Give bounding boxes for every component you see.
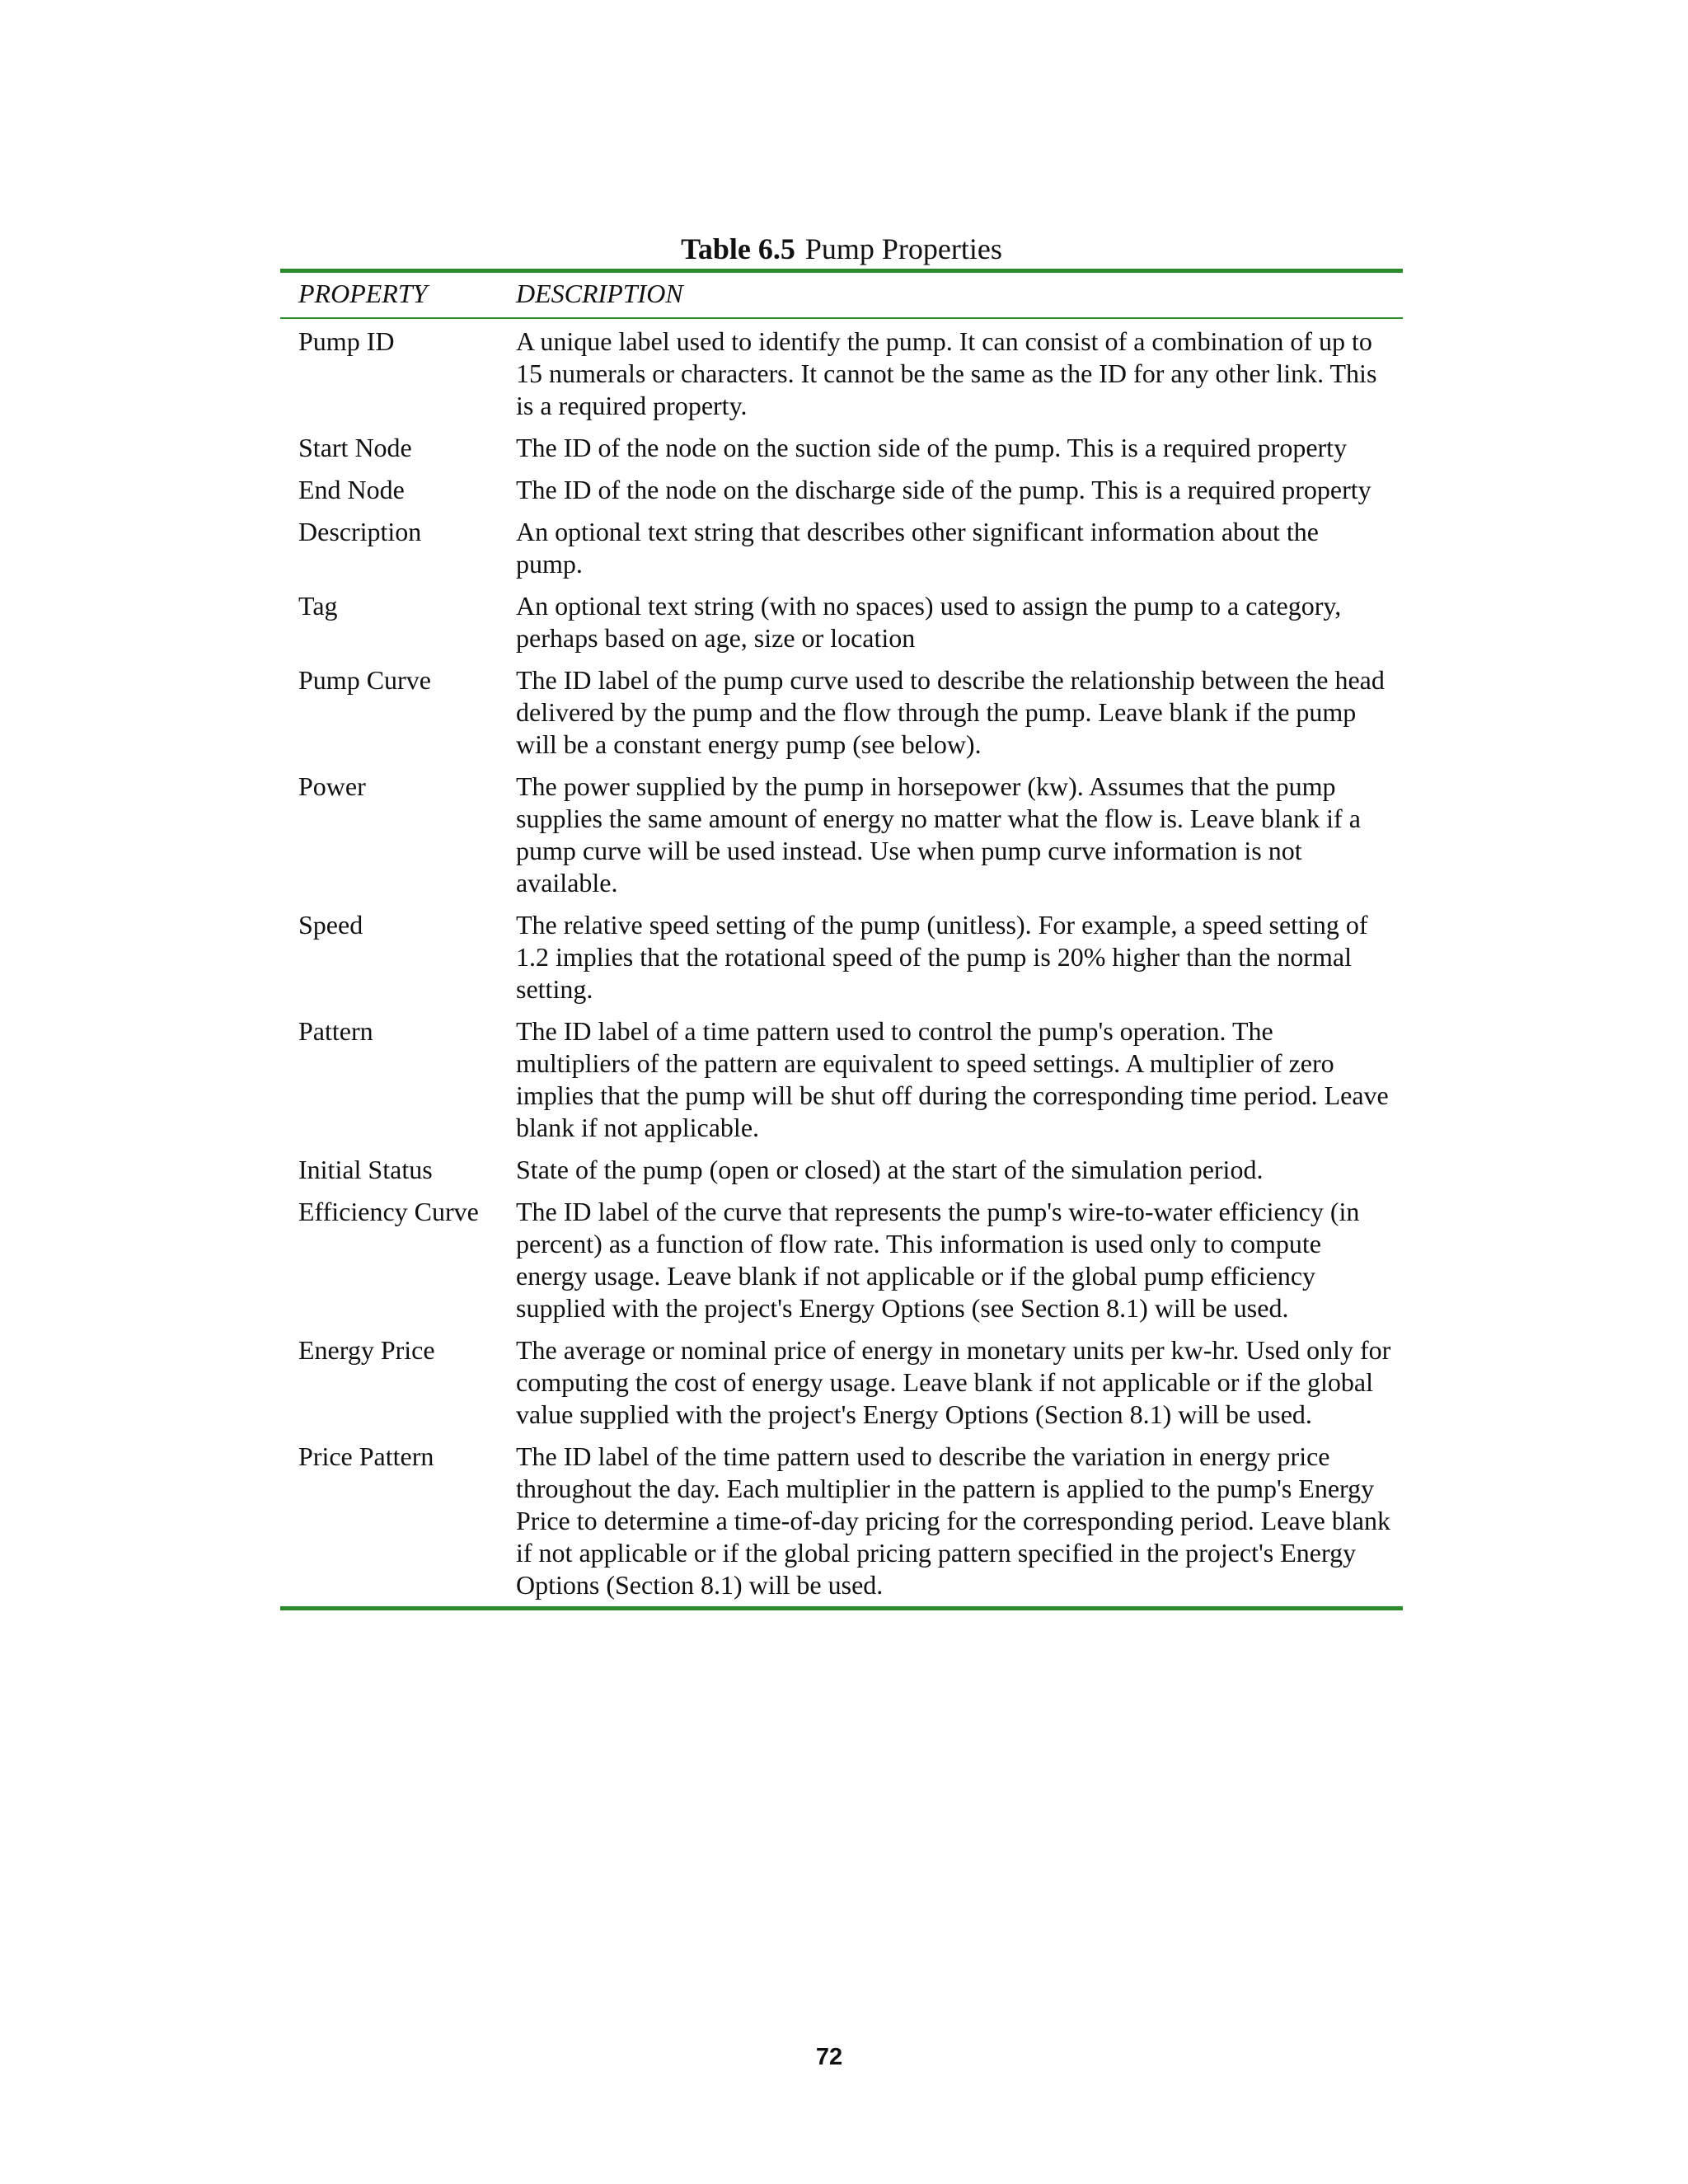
property-cell: End Node — [298, 475, 405, 504]
table-row — [280, 464, 1403, 506]
description-cell: The ID of the node on the suction side of the pump. This is a required property — [516, 433, 1348, 462]
property-cell: Pump ID — [298, 326, 395, 356]
property-cell: Pattern — [298, 1016, 373, 1046]
table-row — [280, 1186, 1403, 1324]
table-row — [280, 899, 1403, 1005]
table-row — [280, 761, 1403, 899]
description-cell: The ID label of the time pattern used to describe the variation in energy price throughout the day. Each multiplier in the pattern is applied to the pump's Energy Price to determine a time-of-day pricing for the corresponding period. Leave blank if not applicable or if the global pricing pattern specified in the project's Energy Options (Section 8.1) will be used. — [516, 1441, 1390, 1600]
table-number: Table 6.5 — [681, 232, 795, 265]
description-cell: The ID label of a time pattern used to control the pump's operation. The multipliers of the pattern are equivalent to speed settings. A multiplier of zero implies that the pump will be shut off during the corresponding time period. Leave blank if not applicable. — [516, 1016, 1389, 1142]
pump-properties-table — [280, 269, 1403, 1610]
property-cell: Energy Price — [298, 1335, 435, 1365]
property-cell: Price Pattern — [298, 1441, 434, 1471]
property-cell: Power — [298, 771, 366, 801]
description-cell: An optional text string that describes other significant information about the pump. — [516, 517, 1319, 579]
table-row — [280, 1324, 1403, 1431]
description-cell: The relative speed setting of the pump (unitless). For example, a speed setting of 1.2 implies that the rotational speed of the pump is 20% higher than the normal setting. — [516, 910, 1368, 1004]
description-cell: The ID label of the curve that represents the pump's wire-to-water efficiency (in percent) as a function of flow rate. This information is used only to compute energy usage. Leave blank if not applicable or if the global pump efficiency supplied with the project's Energy Options (see Section 8.1) will be used. — [516, 1197, 1360, 1323]
table-row — [280, 1005, 1403, 1144]
property-cell: Initial Status — [298, 1155, 433, 1184]
description-cell: The power supplied by the pump in horsepower (kw). Assumes that the pump supplies the same amount of energy no matter what the flow is. Leave blank if a pump curve will be used instead. Use when pump curve information is not available. — [516, 771, 1361, 898]
description-cell: The ID label of the pump curve used to describe the relationship between the head delivered by the pump and the flow through the pump. Leave blank if the pump will be a constant energy pump (see below). — [516, 665, 1385, 759]
description-cell: State of the pump (open or closed) at the start of the simulation period. — [516, 1155, 1264, 1184]
table-caption — [280, 231, 1403, 267]
table-row — [280, 580, 1403, 654]
table-row — [280, 1431, 1403, 1609]
table-row — [280, 654, 1403, 761]
table-header-row — [280, 271, 1403, 319]
property-cell: Pump Curve — [298, 665, 431, 695]
description-cell: The ID of the node on the discharge side of the pump. This is a required property — [516, 475, 1372, 504]
property-cell: Efficiency Curve — [298, 1197, 479, 1226]
table-row — [280, 1144, 1403, 1186]
description-cell: The average or nominal price of energy in monetary units per kw-hr. Used only for computing the cost of energy usage. Leave blank if not applicable or if the global value supplied with the project's Energy Options (Section 8.1) will be used. — [516, 1335, 1391, 1429]
description-cell: A unique label used to identify the pump. It can consist of a combination of up to 15 numerals or characters. It cannot be the same as the ID for any other link. This is a required property. — [516, 326, 1377, 420]
property-column-header: PROPERTY — [280, 271, 516, 319]
property-cell: Description — [298, 517, 422, 546]
table-title: Pump Properties — [804, 232, 1002, 265]
property-cell: Speed — [298, 910, 363, 940]
property-cell: Tag — [298, 591, 338, 621]
table-row — [280, 422, 1403, 464]
property-cell: Start Node — [298, 433, 412, 462]
description-cell: An optional text string (with no spaces) used to assign the pump to a category, perhaps based on age, size or location — [516, 591, 1342, 653]
table-row — [280, 506, 1403, 580]
description-column-header: DESCRIPTION — [516, 271, 1403, 319]
table-row — [280, 318, 1403, 422]
page-number: 72 — [815, 2044, 843, 2070]
